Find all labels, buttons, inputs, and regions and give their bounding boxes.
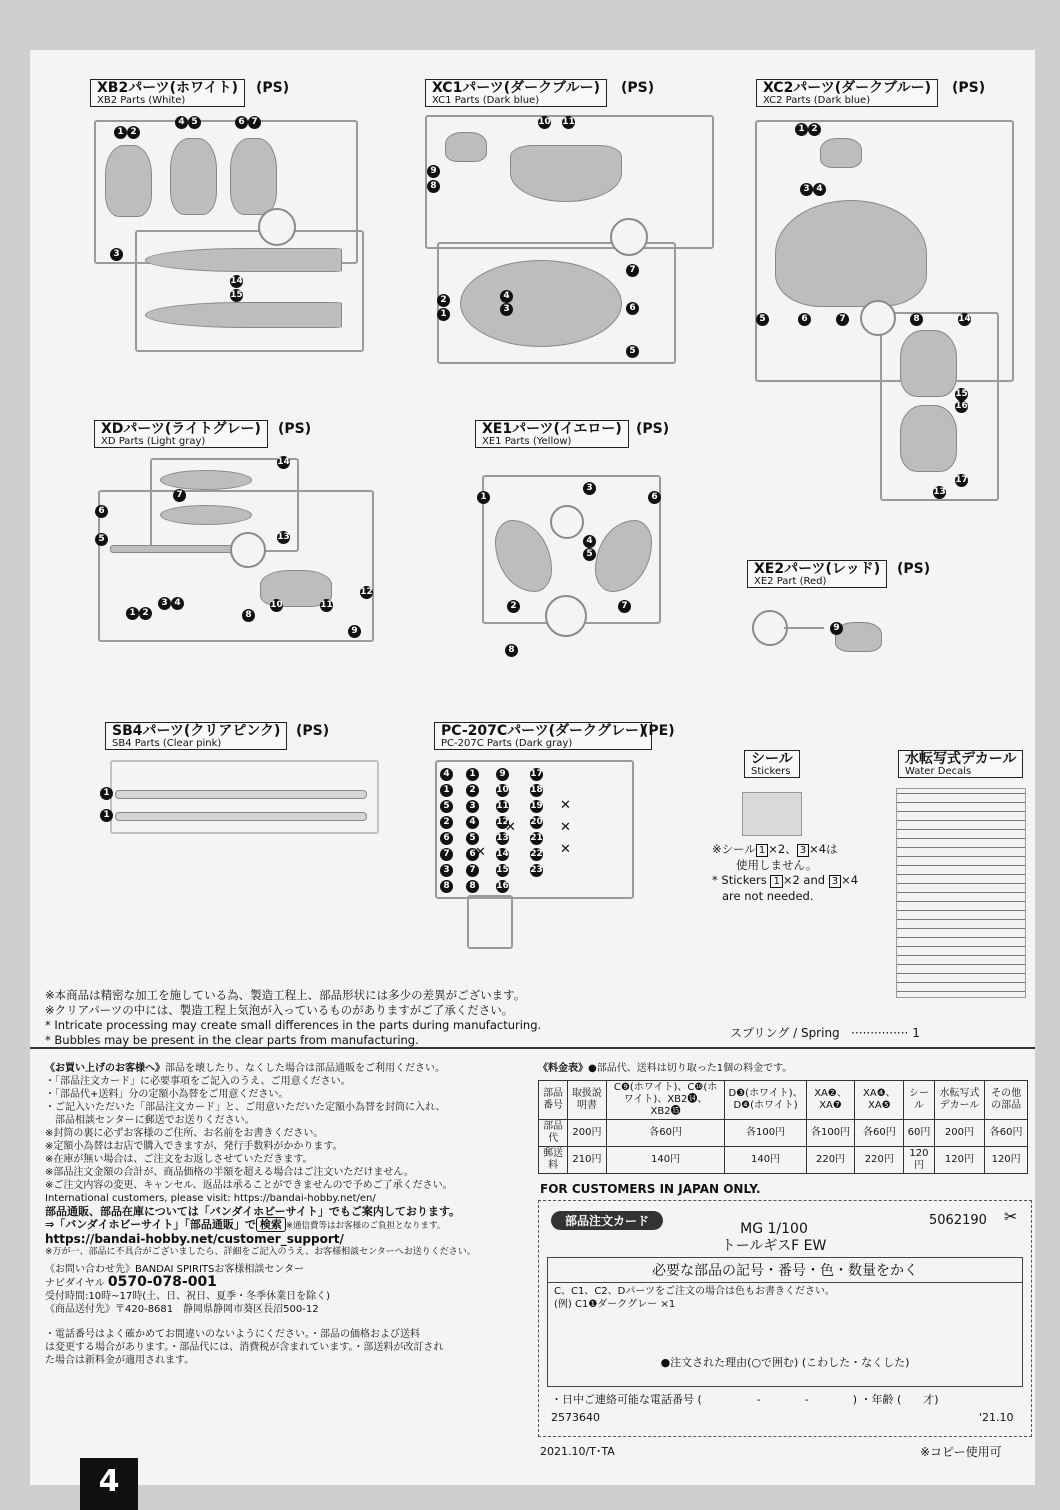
xe1-material: (PS) [636,421,670,437]
decal-title-jp: 水転写式デカール [905,751,1017,767]
customer-info: 《お買い上げのお客様へ》部品を壊したり、なくした場合は部品通販をご利用ください。 ・「部品注文カード」に必要事項をご記入のうえ、ご用意ください。 ・「部品代+送料」分の定額小為替をご用意ください。 ・ご記入いただいた「部品注文カード」と、ご用意いただいた定額小為替を封筒に入れ、 部品相談センターに郵送でお送りください。 ※封筒の裏に必ずお客様のご住所、お名前をお書きください。 ※定額小為替はお店で購入できますが、発行手数料がかかります。 ※在庫が無い場合は、ご注文をお返しさせていただきます。 ※部品注文金額の合計が、商品価格の半額を超える場合はご注文いただけません。 ※ご注文内容の変更、キャンセル、返品は承ることができませんので予めご了承ください。 International customers, please visit: https://bandai-hobby.net/en/ 部品通販、部品在庫については「バンダイホビーサイト」でもご案内しております。 ⇒「バンダイホビーサイト」「部品通販」で 検索 ※通信費等はお客様のご負担となります。 https://bandai-hobby.net/customer_support/ ※万が一、部品に不具合がございましたら、詳細をご記入のうえ、お客様相談センターへお送りください。 《お問い合わせ先》BANDAI SPIRITSお客様相談センター ナビダイヤル 0570-078-001 受付時間:10時~17時(土、日、祝日、夏季・冬季休業日を除く) 《商品送付先》〒420-8681 静岡県静岡市葵区長沼500-12 ・電話番号はよく確かめてお間違いのないようにください。・部品の価格および送料 は変更する場合があります。・部品代には、消費税が含まれています。・部送料が改訂され た場合は新料金が適用されます。 [45,1062,525,1367]
xc2-part-armor [775,200,927,307]
search-box: 検索 [256,1217,286,1232]
pc207c-num: 5 [440,800,453,813]
xd-material: (PS) [278,421,312,437]
pc207c-num: 6 [440,832,453,845]
xc2-num: 14 [958,314,971,324]
xb2-part-wing-a [105,145,152,217]
xc2-runner-ring [860,300,896,336]
fee-cell: 140円 [606,1147,725,1174]
copy-permitted: ※コピー使用可 [920,1445,1002,1459]
xe1-runner-ring-b [545,595,587,637]
xe1-runner-ring-a [550,505,584,539]
xb2-title [90,79,245,107]
pc207c-title-jp: PC-207Cパーツ(ダークグレー) [441,723,646,739]
sb4-num: 1 [100,787,113,800]
order-card [538,1200,1032,1437]
manufacturing-notes: ※本商品は精密な加工を施している為、製造工程上、部品形状には多少の差異がございます。 ※クリアパーツの中には、製造工程上気泡が入っているものがありますがご了承ください。 * Intricate processing may create small differences in the parts during manufacturing. * Bubbles may be present in the clear parts from manufacturing. [45,988,542,1047]
xc1-num: 4 [500,290,513,303]
pc207c-num: 22 [530,849,543,859]
pc207c-num: 17 [530,769,543,779]
pc207c-num: 5 [466,832,479,845]
japan-only-label: FOR CUSTOMERS IN JAPAN ONLY. [540,1182,761,1196]
sticker-title-en: Stickers [751,765,791,777]
xc1-num: 9 [427,165,440,178]
pc207c-num: 9 [496,768,509,781]
xc2-part-shoulder-a [900,330,957,397]
pc207c-num: 11 [496,801,509,811]
xc1-title-jp: XC1パーツ(ダークブルー) [432,80,600,96]
xd-num: 11 [320,600,333,610]
xb2-title-jp: XB2パーツ(ホワイト) [97,80,239,96]
fee-table [538,1080,1028,1174]
xc2-material: (PS) [952,80,986,96]
xe1-title [475,420,629,448]
fee-cell: 各60円 [855,1120,904,1147]
sticker-sheet [742,792,802,836]
xc2-num: 13 [933,487,946,497]
xe2-material: (PS) [897,561,931,577]
pc207c-num: 4 [466,816,479,829]
xc2-num: 6 [798,313,811,326]
xc1-num: 1 [437,308,450,321]
xc1-num: 5 [626,345,639,358]
sb4-title-en: SB4 Parts (Clear pink) [112,737,222,749]
order-reason: ●注文された理由(○で囲む) (こわした・なくした) [660,1356,910,1369]
xb2-num: 4 [175,116,188,129]
xb2-part-lance-a [145,248,342,272]
fee-cell: 部品代 [539,1120,568,1147]
pc207c-num: 19 [530,801,543,811]
sticker-note: ※シール 1 ×2、 3 ×4は 使用しません。 * Stickers 1 ×2 and 3 ×4 are not needed. [712,842,859,903]
phone-number: 0570-078-001 [107,1274,217,1290]
fee-cell: 120円 [985,1147,1028,1174]
pc207c-runner-frame-lower [467,895,513,949]
xd-num: 5 [95,533,108,546]
xd-title-jp: XDパーツ(ライトグレー) [101,421,261,437]
xb2-runner-ring [258,208,296,246]
xe1-num: 7 [618,600,631,613]
xc1-num: 6 [626,302,639,315]
order-instruction: 必要な部品の記号・番号・色・数量をかく [548,1258,1022,1283]
product-code: 5062190 [929,1213,987,1228]
fee-cell: 220円 [855,1147,904,1174]
xb2-num: 7 [248,116,261,129]
xd-title [94,420,268,448]
xb2-title-en: XB2 Parts (White) [97,94,186,106]
fee-cell: 210円 [568,1147,607,1174]
xe2-title-jp: XE2パーツ(レッド) [754,561,881,577]
pc207c-material: (PE) [642,723,675,739]
fee-header: XA❹、XA❺ [855,1081,904,1120]
sb4-title [105,722,287,750]
pc207c-num: 2 [440,816,453,829]
pc207c-num: 14 [496,849,509,859]
xc2-num: 8 [910,313,923,326]
xc1-title-en: XC1 Parts (Dark blue) [432,94,540,106]
xe1-num: 4 [583,535,596,548]
fee-header: 部品番号 [539,1081,568,1120]
xc1-title [425,79,607,107]
xd-part-vernier-b [160,505,252,525]
pc207c-num: 4 [440,768,453,781]
fee-cell: 120円 [934,1147,985,1174]
xe1-num: 6 [648,491,661,504]
xb2-material: (PS) [256,80,290,96]
xc2-num: 7 [836,313,849,326]
xe2-title [747,560,887,588]
pc207c-num: 3 [440,864,453,877]
xe2-title-en: XE2 Part (Red) [754,575,827,587]
pc207c-num: 7 [440,848,453,861]
xd-part-vernier-a [160,470,252,490]
xc1-part-head [445,132,487,162]
pc207c-num: 23 [530,865,543,875]
fee-cell: 各60円 [985,1120,1028,1147]
divider [30,1047,1035,1049]
xb2-part-wing-b [170,138,217,215]
fee-header: C❾(ホワイト)、C❿(ホワイト)、XB2⓮、XB2⓯ [606,1081,725,1120]
fee-cell: 220円 [806,1147,855,1174]
xb2-num: 3 [110,248,123,261]
xd-num: 13 [277,532,290,542]
xc1-runner-ring [610,218,648,256]
xd-num: 2 [139,607,152,620]
xd-num: 7 [173,489,186,502]
xb2-num: 14 [230,276,243,286]
xc2-part-shoulder-b [900,405,957,472]
water-decal-sheet [896,788,1026,998]
fee-cell: 各100円 [725,1120,806,1147]
pc207c-num: 8 [466,880,479,893]
pc207c-num: 21 [530,833,543,843]
xe2-runner [784,627,824,629]
pc207c-num: 16 [496,881,509,891]
fee-title: 《料金表》●部品代、送料は切り取った1個の料金です。 [538,1063,793,1074]
fee-cell: 120円 [904,1147,934,1174]
sb4-part-a [115,790,367,799]
sticker-title-jp: シール [751,751,793,767]
sb4-part-b [115,812,367,821]
xd-num: 8 [242,609,255,622]
xd-num: 12 [360,587,373,597]
pc207c-num: 2 [466,784,479,797]
fee-cell: 140円 [725,1147,806,1174]
sb4-num: 1 [100,809,113,822]
xb2-num: 5 [188,116,201,129]
xc2-title-jp: XC2パーツ(ダークブルー) [763,80,931,96]
pc207c-num: 13 [496,833,509,843]
pc207c-num: 15 [496,865,509,875]
unused-mark: ✕ [560,798,571,813]
footer-code: 2021.10/T･TA [540,1445,615,1458]
fee-header: XA❷、XA❼ [806,1081,855,1120]
support-url[interactable]: https://bandai-hobby.net/customer_support/ [45,1232,344,1246]
unused-mark: ✕ [505,820,516,835]
xc2-num: 4 [813,183,826,196]
sb4-title-jp: SB4パーツ(クリアピンク) [112,723,281,739]
sb4-material: (PS) [296,723,330,739]
xe1-num: 1 [477,491,490,504]
unused-mark: ✕ [560,842,571,857]
xc1-part-collar [510,145,622,202]
fee-header: シール [904,1081,934,1120]
xd-num: 1 [126,607,139,620]
fee-cell: 200円 [934,1120,985,1147]
unused-mark: ✕ [475,845,486,860]
xc2-part-top [820,138,862,168]
pc207c-num: 1 [440,784,453,797]
product-name: MG 1/100 トールギスF EW [721,1221,827,1254]
fee-header: 水転写式デカール [934,1081,985,1120]
xc2-num: 2 [808,123,821,136]
xc2-title [756,79,938,107]
xc2-num: 15 [955,389,968,399]
xe2-num: 9 [830,622,843,635]
xb2-part-wing-c [230,138,277,215]
xe1-num: 8 [505,644,518,657]
xd-num: 4 [171,597,184,610]
unused-mark: ✕ [560,820,571,835]
xe1-title-en: XE1 Parts (Yellow) [482,435,572,447]
xc1-part-ring [460,260,622,347]
xc2-title-en: XC2 Parts (Dark blue) [763,94,871,106]
xd-num: 9 [348,625,361,638]
xb2-num: 15 [230,290,243,300]
order-card-label: 部品注文カード [551,1211,663,1230]
decal-title-en: Water Decals [905,765,972,777]
xe1-num: 2 [507,600,520,613]
pc207c-num: 8 [440,880,453,893]
order-date: '21.10 [979,1411,1014,1424]
xb2-num: 2 [127,126,140,139]
fee-cell: 各100円 [806,1120,855,1147]
xc1-num: 2 [437,294,450,307]
pc207c-num: 6 [466,848,479,861]
decal-title [898,750,1023,778]
xb2-part-lance-b [145,302,342,328]
xd-num: 14 [277,457,290,467]
fee-cell: 各60円 [606,1120,725,1147]
manual-page [30,50,1035,1485]
order-example: C、C1、C2、Dパーツをご注文の場合は色もお書きください。 (例) C1❶ダークグレー ×1 [554,1286,835,1310]
xd-runner-ring [230,532,266,568]
xe1-title-jp: XE1パーツ(イエロー) [482,421,622,437]
xe2-runner-ring [752,610,788,646]
xc2-num: 16 [955,401,968,411]
xc1-num: 11 [562,117,575,127]
xb2-num: 1 [114,126,127,139]
scissors-icon: ✂ [1004,1207,1018,1226]
xc2-num: 3 [800,183,813,196]
order-phone-line[interactable]: ・日中ご連絡可能な電話番号 ( - - ) ・年齢 ( 才) [551,1393,939,1406]
xb2-num: 6 [235,116,248,129]
fee-header: D❸(ホワイト)、D❹(ホワイト) [725,1081,806,1120]
pc207c-num: 20 [530,817,543,827]
fee-cell: 200円 [568,1120,607,1147]
pc207c-num: 1 [466,768,479,781]
pc207c-num: 10 [496,785,509,795]
fee-cell: 郵送料 [539,1147,568,1174]
xd-num: 6 [95,505,108,518]
order-form-box[interactable] [547,1257,1023,1387]
xe1-num: 3 [583,482,596,495]
order-serial: 2573640 [551,1411,600,1424]
fee-header: 取扱説明書 [568,1081,607,1120]
xd-title-en: XD Parts (Light gray) [101,435,206,447]
xc1-num: 10 [538,117,551,127]
xc1-num: 7 [626,264,639,277]
pc207c-num: 18 [530,785,543,795]
spring-line: スプリング / Spring ··············· 1 [730,1026,920,1040]
pc207c-num: 12 [496,817,509,827]
pc207c-title-en: PC-207C Parts (Dark gray) [441,737,573,749]
xc2-num: 1 [795,123,808,136]
xd-num: 3 [158,597,171,610]
xe1-num: 5 [583,548,596,561]
fee-header: その他の部品 [985,1081,1028,1120]
xc2-num: 5 [756,313,769,326]
fee-cell: 60円 [904,1120,934,1147]
sticker-title [744,750,800,778]
pc207c-title [434,722,652,750]
xc1-material: (PS) [621,80,655,96]
page-number: 4 [80,1458,138,1510]
xc1-num: 3 [500,303,513,316]
pc207c-num: 3 [466,800,479,813]
pc207c-num: 7 [466,864,479,877]
xc1-num: 8 [427,180,440,193]
xd-num: 10 [270,600,283,610]
xc2-num: 17 [955,475,968,485]
